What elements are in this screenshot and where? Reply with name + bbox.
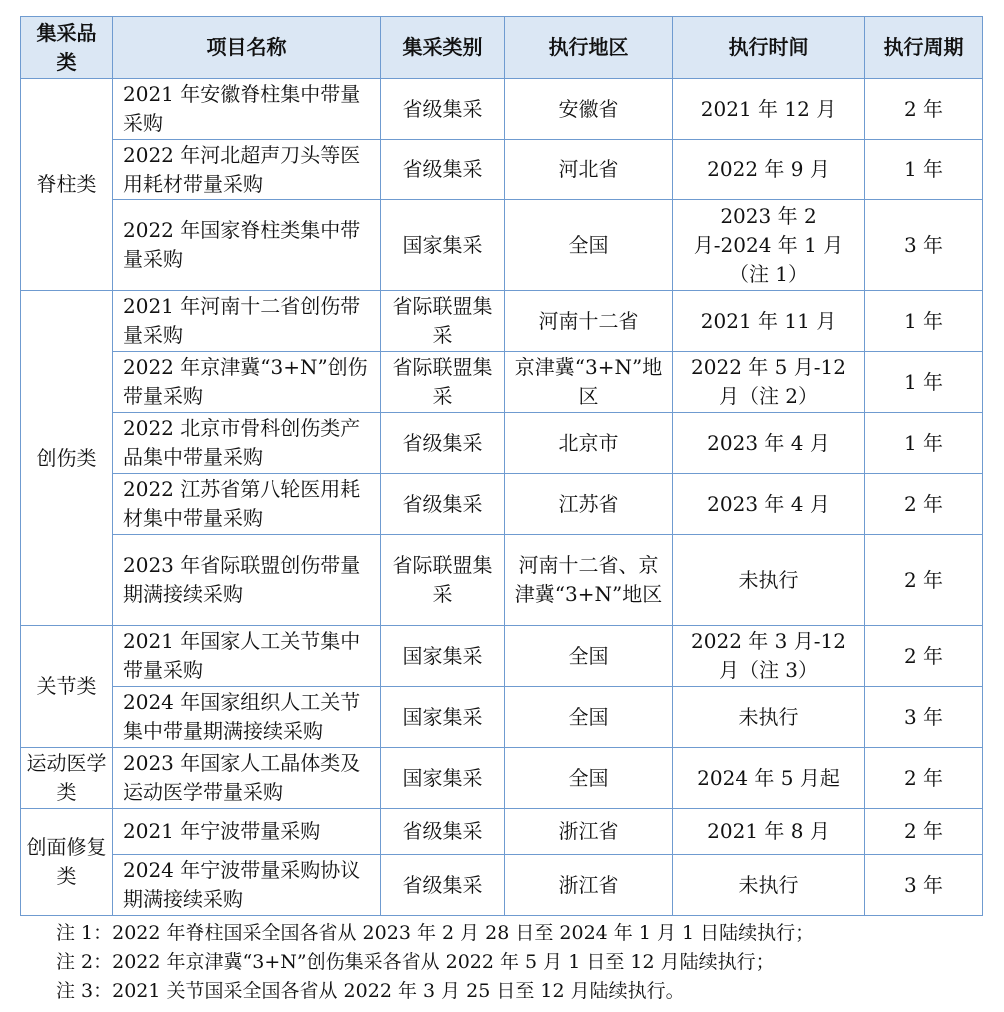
table-row <box>21 352 983 413</box>
category-cell: 创面修复类 <box>21 809 113 916</box>
header-cell: 项目名称 <box>113 17 381 79</box>
period-cell: 3 年 <box>865 200 983 291</box>
time-cell: 2021 年 11 月 <box>673 291 865 352</box>
table-row <box>21 79 983 140</box>
time-cell: 未执行 <box>673 855 865 916</box>
period-cell: 1 年 <box>865 413 983 474</box>
region-cell: 全国 <box>505 687 673 748</box>
project-name-cell: 2023 年省际联盟创伤带量期满接续采购 <box>113 535 381 626</box>
procurement-type-cell: 省际联盟集采 <box>381 352 505 413</box>
region-cell: 全国 <box>505 200 673 291</box>
time-cell: 2022 年 5 月-12 月（注 2） <box>673 352 865 413</box>
project-name-cell: 2022 年京津冀“3+N”创伤带量采购 <box>113 352 381 413</box>
time-cell: 2022 年 3 月-12 月（注 3） <box>673 626 865 687</box>
project-name-cell: 2021 年宁波带量采购 <box>113 809 381 855</box>
category-cell: 关节类 <box>21 626 113 748</box>
procurement-type-cell: 省际联盟集采 <box>381 535 505 626</box>
category-cell: 创伤类 <box>21 291 113 626</box>
time-cell: 2024 年 5 月起 <box>673 748 865 809</box>
period-cell: 1 年 <box>865 291 983 352</box>
table-row <box>21 626 983 687</box>
table-row <box>21 474 983 535</box>
table-row <box>21 855 983 916</box>
period-cell: 2 年 <box>865 748 983 809</box>
header-cell: 执行时间 <box>673 17 865 79</box>
period-cell: 2 年 <box>865 79 983 140</box>
region-cell: 浙江省 <box>505 809 673 855</box>
footnotes <box>20 919 982 1006</box>
region-cell: 京津冀“3+N”地区 <box>505 352 673 413</box>
project-name-cell: 2021 年国家人工关节集中带量采购 <box>113 626 381 687</box>
procurement-type-cell: 省级集采 <box>381 855 505 916</box>
time-cell: 2023 年 4 月 <box>673 413 865 474</box>
time-cell: 2022 年 9 月 <box>673 140 865 200</box>
period-cell: 2 年 <box>865 809 983 855</box>
footnote: 注 1：2022 年脊柱国采全国各省从 2023 年 2 月 28 日至 2024 年 1 月 1 日陆续执行； <box>56 922 815 944</box>
period-cell: 3 年 <box>865 687 983 748</box>
table-row <box>21 687 983 748</box>
project-name-cell: 2022 江苏省第八轮医用耗材集中带量采购 <box>113 474 381 535</box>
document-page <box>20 16 982 1006</box>
region-cell: 安徽省 <box>505 79 673 140</box>
region-cell: 河北省 <box>505 140 673 200</box>
time-cell: 未执行 <box>673 687 865 748</box>
category-cell: 运动医学类 <box>21 748 113 809</box>
procurement-type-cell: 省级集采 <box>381 474 505 535</box>
region-cell: 全国 <box>505 626 673 687</box>
region-cell: 河南十二省 <box>505 291 673 352</box>
period-cell: 1 年 <box>865 140 983 200</box>
procurement-table <box>20 16 983 916</box>
period-cell: 2 年 <box>865 535 983 626</box>
table-header-row <box>21 17 983 79</box>
header-cell: 执行周期 <box>865 17 983 79</box>
region-cell: 北京市 <box>505 413 673 474</box>
period-cell: 2 年 <box>865 626 983 687</box>
table-row <box>21 291 983 352</box>
region-cell: 浙江省 <box>505 855 673 916</box>
region-cell: 河南十二省、京津冀“3+N”地区 <box>505 535 673 626</box>
project-name-cell: 2023 年国家人工晶体类及运动医学带量采购 <box>113 748 381 809</box>
region-cell: 全国 <box>505 748 673 809</box>
procurement-type-cell: 国家集采 <box>381 626 505 687</box>
header-cell: 执行地区 <box>505 17 673 79</box>
project-name-cell: 2024 年宁波带量采购协议期满接续采购 <box>113 855 381 916</box>
project-name-cell: 2022 年国家脊柱类集中带量采购 <box>113 200 381 291</box>
footnote: 注 2：2022 年京津冀“3+N”创伤集采各省从 2022 年 5 月 1 日至 12 月陆续执行； <box>56 951 775 973</box>
time-cell: 2021 年 8 月 <box>673 809 865 855</box>
procurement-type-cell: 省级集采 <box>381 413 505 474</box>
category-cell: 脊柱类 <box>21 79 113 291</box>
procurement-type-cell: 省际联盟集采 <box>381 291 505 352</box>
table-row <box>21 809 983 855</box>
project-name-cell: 2024 年国家组织人工关节集中带量期满接续采购 <box>113 687 381 748</box>
project-name-cell: 2021 年河南十二省创伤带量采购 <box>113 291 381 352</box>
time-cell: 2023 年 4 月 <box>673 474 865 535</box>
procurement-type-cell: 国家集采 <box>381 687 505 748</box>
procurement-type-cell: 国家集采 <box>381 748 505 809</box>
time-cell: 2021 年 12 月 <box>673 79 865 140</box>
project-name-cell: 2022 年河北超声刀头等医用耗材带量采购 <box>113 140 381 200</box>
procurement-type-cell: 省级集采 <box>381 140 505 200</box>
header-cell: 集采品类 <box>21 17 113 79</box>
table-row <box>21 413 983 474</box>
procurement-type-cell: 国家集采 <box>381 200 505 291</box>
footnote: 注 3：2021 关节国采全国各省从 2022 年 3 月 25 日至 12 月陆续执行。 <box>56 980 685 1002</box>
project-name-cell: 2021 年安徽脊柱集中带量采购 <box>113 79 381 140</box>
period-cell: 3 年 <box>865 855 983 916</box>
region-cell: 江苏省 <box>505 474 673 535</box>
project-name-cell: 2022 北京市骨科创伤类产品集中带量采购 <box>113 413 381 474</box>
procurement-type-cell: 省级集采 <box>381 79 505 140</box>
procurement-type-cell: 省级集采 <box>381 809 505 855</box>
time-cell: 未执行 <box>673 535 865 626</box>
table-row <box>21 200 983 291</box>
table-row <box>21 140 983 200</box>
table-row <box>21 748 983 809</box>
period-cell: 1 年 <box>865 352 983 413</box>
time-cell: 2023 年 2 月-2024 年 1 月（注 1） <box>673 200 865 291</box>
header-cell: 集采类别 <box>381 17 505 79</box>
table-row <box>21 535 983 626</box>
period-cell: 2 年 <box>865 474 983 535</box>
